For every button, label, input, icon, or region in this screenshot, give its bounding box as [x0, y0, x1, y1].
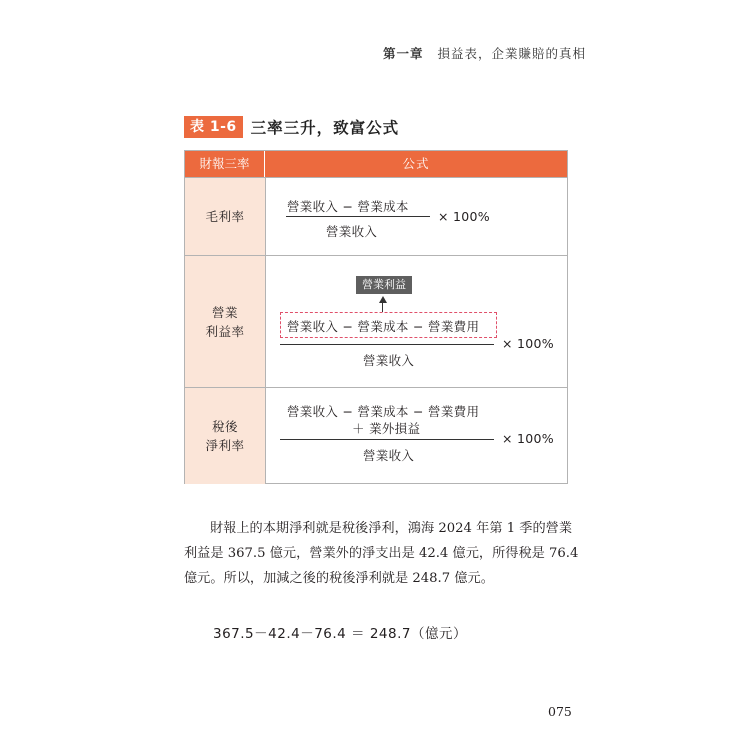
fraction-bar — [286, 216, 430, 217]
calculation-equation: 367.5－42.4－76.4 ＝ 248.7（億元） — [213, 626, 467, 642]
row-label-cell — [185, 256, 266, 387]
table-header-row — [185, 151, 567, 177]
table-caption — [184, 116, 399, 138]
arrow-stem — [382, 302, 383, 312]
chapter-label: 第一章 — [382, 46, 424, 61]
formula-numerator: 營業收入 − 營業成本 − 營業費用 — [287, 319, 480, 334]
formula-numerator: 營業收入 − 營業成本 — [287, 199, 409, 214]
formula-multiplier: × 100% — [438, 209, 490, 224]
fraction-bar — [280, 344, 494, 345]
arrow-up-icon — [379, 296, 387, 303]
table-number-badge: 表 1-6 — [184, 116, 243, 138]
paragraph-line: 利益是 367.5 億元，營業外的淨支出是 42.4 億元，所得稅是 76.4 — [184, 546, 579, 561]
row-label-line: 淨利率 — [205, 438, 245, 453]
table-row-net-margin — [185, 387, 567, 484]
row-label-line: 利益率 — [205, 323, 245, 339]
formula-denominator: 營業收入 — [363, 448, 415, 463]
formula-cell — [266, 178, 567, 255]
formula-multiplier: × 100% — [502, 336, 554, 351]
formula-multiplier: × 100% — [502, 431, 554, 446]
row-label: 毛利率 — [205, 209, 245, 224]
body-paragraph — [184, 516, 579, 591]
col-header-ratio: 財報三率 — [185, 151, 265, 177]
formula-numerator: 營業收入 − 營業成本 − 營業費用 — [287, 404, 480, 419]
formula-cell — [266, 256, 567, 387]
col-header-formula: 公式 — [402, 156, 430, 171]
formula-cell — [266, 388, 567, 484]
formula-denominator: 營業收入 — [326, 224, 378, 239]
paragraph-line: 財報上的本期淨利就是稅後淨利，鴻海 2024 年第 1 季的營業 — [210, 521, 573, 536]
operating-income-callout: 營業利益 — [356, 276, 412, 294]
row-label-cell — [185, 388, 266, 484]
table-title: 三率三升，致富公式 — [250, 119, 400, 137]
paragraph-line: 億元。所以，加減之後的稅後淨利就是 248.7 億元。 — [184, 571, 494, 586]
table-row-gross-margin — [185, 177, 567, 255]
page-number: 075 — [548, 704, 572, 719]
table-row-operating-margin — [185, 255, 567, 387]
running-header — [383, 44, 586, 62]
row-label-line: 稅後 — [211, 419, 238, 434]
row-label-cell — [185, 178, 266, 255]
row-label-line: 營業 — [211, 304, 238, 320]
chapter-title: 損益表，企業賺賠的真相 — [437, 46, 586, 61]
formula-denominator: 營業收入 — [363, 353, 415, 368]
fraction-bar — [280, 439, 494, 440]
formula-numerator-line2: ＋ 業外損益 — [352, 421, 421, 436]
ratio-formula-table — [184, 150, 568, 484]
